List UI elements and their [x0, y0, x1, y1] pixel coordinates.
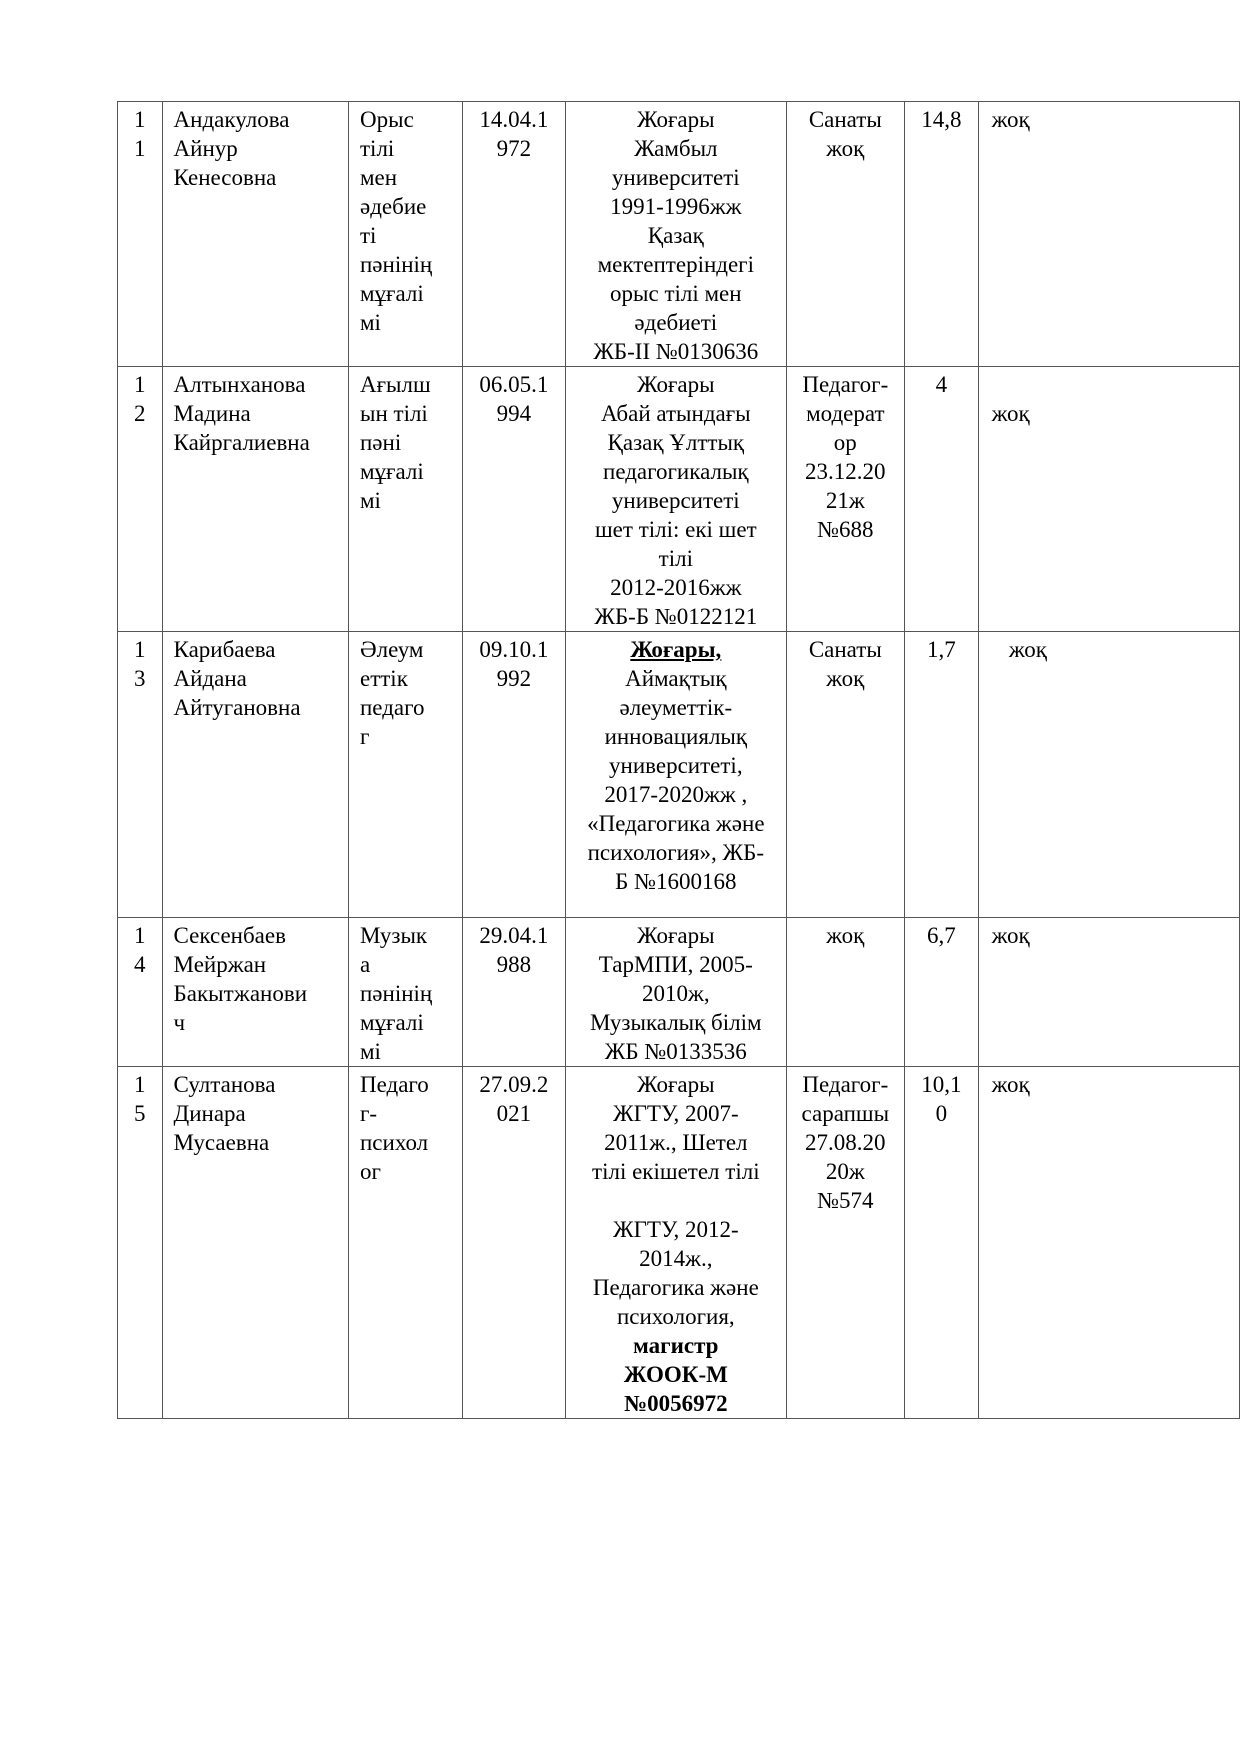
education-cell: Жоғары Абай атындағы Қазақ Ұлттық педагогикалық университеті шет тілі: екі шет тілі 2012-2016жж ЖБ-Б №0122121 — [566, 367, 786, 632]
birth-date-cell: 27.09.2 021 — [462, 1067, 566, 1419]
table-row — [118, 632, 1240, 918]
awards-cell: жоқ — [978, 918, 1239, 1067]
full-name-cell: Карибаева Айдана Айтугановна — [162, 632, 348, 918]
table-row — [118, 1067, 1240, 1419]
birth-date-cell: 06.05.1 994 — [462, 367, 566, 632]
row-number-cell: 1 2 — [118, 367, 163, 632]
table-row — [118, 102, 1240, 367]
row-number-cell: 1 1 — [118, 102, 163, 367]
table-row — [118, 367, 1240, 632]
awards-cell: жоқ — [978, 632, 1239, 918]
subject-cell: Педаго г- психол ог — [349, 1067, 463, 1419]
row-number-cell: 1 3 — [118, 632, 163, 918]
category-cell: Педагог- сарапшы 27.08.20 20ж №574 — [786, 1067, 905, 1419]
subject-cell: Ағылш ын тілі пәні мұғалі мі — [349, 367, 463, 632]
experience-cell: 6,7 — [905, 918, 979, 1067]
category-cell: Санаты жоқ — [786, 632, 905, 918]
category-cell: Педагог- модерат ор 23.12.20 21ж №688 — [786, 367, 905, 632]
full-name-cell: Андакулова Айнур Кенесовна — [162, 102, 348, 367]
experience-cell: 14,8 — [905, 102, 979, 367]
birth-date-cell: 29.04.1 988 — [462, 918, 566, 1067]
full-name-cell: Сексенбаев Мейржан Бакытжанови ч — [162, 918, 348, 1067]
full-name-cell: Алтынханова Мадина Кайргалиевна — [162, 367, 348, 632]
experience-cell: 4 — [905, 367, 979, 632]
awards-cell: жоқ — [978, 367, 1239, 632]
education-cell: Жоғары Жамбыл университеті 1991-1996жж Қазақ мектептеріндегі орыс тілі мен әдебиеті ЖБ-ІІ №0130636 — [566, 102, 786, 367]
experience-cell: 1,7 — [905, 632, 979, 918]
education-cell: Жоғары ТарМПИ, 2005- 2010ж, Музыкалық білім ЖБ №0133536 — [566, 918, 786, 1067]
row-number-cell: 1 4 — [118, 918, 163, 1067]
awards-cell: жоқ — [978, 1067, 1239, 1419]
paragraph-gap — [566, 1186, 785, 1215]
full-name-cell: Султанова Динара Мусаевна — [162, 1067, 348, 1419]
category-cell: Санаты жоқ — [786, 102, 905, 367]
category-cell: жоқ — [786, 918, 905, 1067]
subject-cell: Музык а пәнінің мұғалі мі — [349, 918, 463, 1067]
subject-cell: Орыс тілі мен әдебие ті пәнінің мұғалі мі — [349, 102, 463, 367]
table-row — [118, 918, 1240, 1067]
experience-cell: 10,1 0 — [905, 1067, 979, 1419]
education-cell: Жоғары, Аймақтық әлеуметтік- инновациялық университеті, 2017-2020жж , «Педагогика және психология», ЖБ- Б №1600168 — [566, 632, 786, 918]
birth-date-cell: 14.04.1 972 — [462, 102, 566, 367]
education-cell: Жоғары ЖГТУ, 2007- 2011ж., Шетел тілі екішетел тілі ЖГТУ, 2012- 2014ж., Педагогика және психология, магистр ЖООК-М №0056972 — [566, 1067, 786, 1419]
subject-cell: Әлеум еттік педаго г — [349, 632, 463, 918]
row-number-cell: 1 5 — [118, 1067, 163, 1419]
staff-table — [117, 101, 1240, 1419]
birth-date-cell: 09.10.1 992 — [462, 632, 566, 918]
awards-cell: жоқ — [978, 102, 1239, 367]
